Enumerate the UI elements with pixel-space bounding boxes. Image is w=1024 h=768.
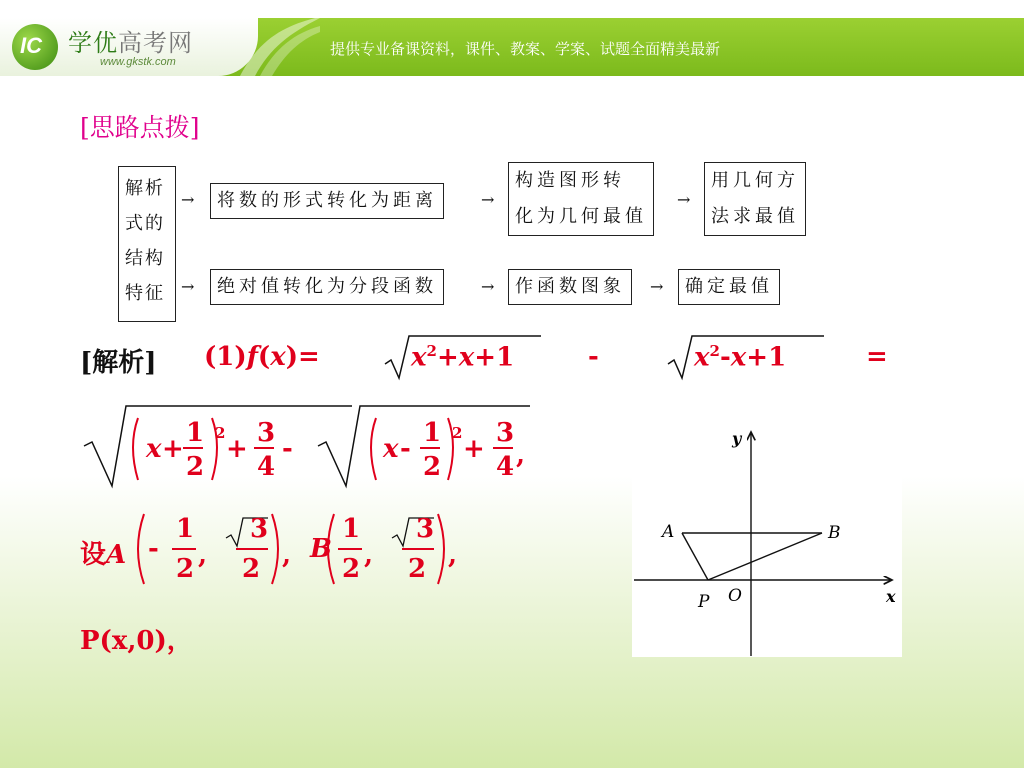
radicand-1: $x^2+x+1$ [411,342,515,373]
frac-den: 2 [242,554,261,584]
flow-arrow: → [181,190,195,209]
flow-step-graph: 作函数图象 [508,269,632,305]
comma: , [282,540,292,570]
equals-sign: = [866,342,888,372]
point-p-line: P(x,0)， [80,626,193,656]
minus-sign: - [400,434,411,464]
plus-sign: + [463,434,485,464]
comma: , [198,540,208,570]
flow-arrow: → [650,277,664,296]
comma: , [364,540,374,570]
leaf-decoration-icon [230,18,320,76]
flow-step-piecewise: 绝对值转化为分段函数 [210,269,444,305]
function-lhs: (1)f(x)= [204,342,320,372]
minus-sign: - [282,434,293,464]
radicand-2: $x^2-x+1$ [694,342,787,373]
point-a-label: A [662,522,675,542]
var-x: x [146,434,162,464]
logo-mark-icon: IC [12,24,58,70]
x-axis-label: x [886,587,896,606]
logo-text: 学优高考网 [68,29,193,57]
frac-den: 4 [257,452,276,482]
point-p-label: P [698,592,710,612]
frac-num: 1 [186,418,205,448]
frac-num: 1 [342,514,361,544]
exponent: 2 [452,424,463,442]
minus-sign: - [588,342,599,372]
plus-sign: + [226,434,248,464]
flow-arrow: → [481,190,495,209]
frac-num: 3 [496,418,515,448]
flow-arrow: → [677,190,691,209]
frac-den: 2 [186,452,205,482]
frac-den: 2 [176,554,195,584]
sqrt-arg: 3 [250,514,269,544]
plus-sign: + [162,434,184,464]
site-logo[interactable] [0,18,258,76]
flow-start-box: 解析 式的 结构 特征 [118,166,176,322]
exponent: 2 [215,424,226,442]
comma: , [516,440,526,470]
var-x: x [383,434,399,464]
origin-label: O [728,586,742,606]
flow-arrow: → [481,277,495,296]
point-b-label: B [310,534,332,564]
frac-den: 2 [342,554,361,584]
frac-num: 3 [257,418,276,448]
header-banner [0,18,1024,76]
frac-den: 2 [408,554,427,584]
segment-ap [682,533,708,580]
frac-den: 4 [496,452,515,482]
solution-label: [解析] [80,348,157,378]
flow-arrow: → [181,277,195,296]
flow-step-distance: 将数的形式转化为距离 [210,183,444,219]
flow-step-geom-method: 用几何方 法求最值 [704,162,806,236]
y-axis-label: y [732,429,742,448]
flow-step-geometry: 构造图形转 化为几何最值 [508,162,654,236]
segment-pb [708,533,822,580]
sqrt-arg: 3 [416,514,435,544]
point-b-label: B [828,523,841,543]
set-word: 设A [80,540,127,570]
frac-den: 2 [423,452,442,482]
frac-num: 1 [423,418,442,448]
comma: , [448,540,458,570]
section-heading: [思路点拨] [80,113,200,142]
minus-sign: - [148,534,159,564]
flow-step-extreme: 确定最值 [678,269,780,305]
coordinate-graph [632,420,902,657]
logo-url: www.gkstk.com [100,56,176,68]
banner-slogan: 提供专业备课资料，课件、教案、学案、试题全面精美最新 [330,40,721,58]
frac-num: 1 [176,514,195,544]
graph-svg [632,420,902,657]
